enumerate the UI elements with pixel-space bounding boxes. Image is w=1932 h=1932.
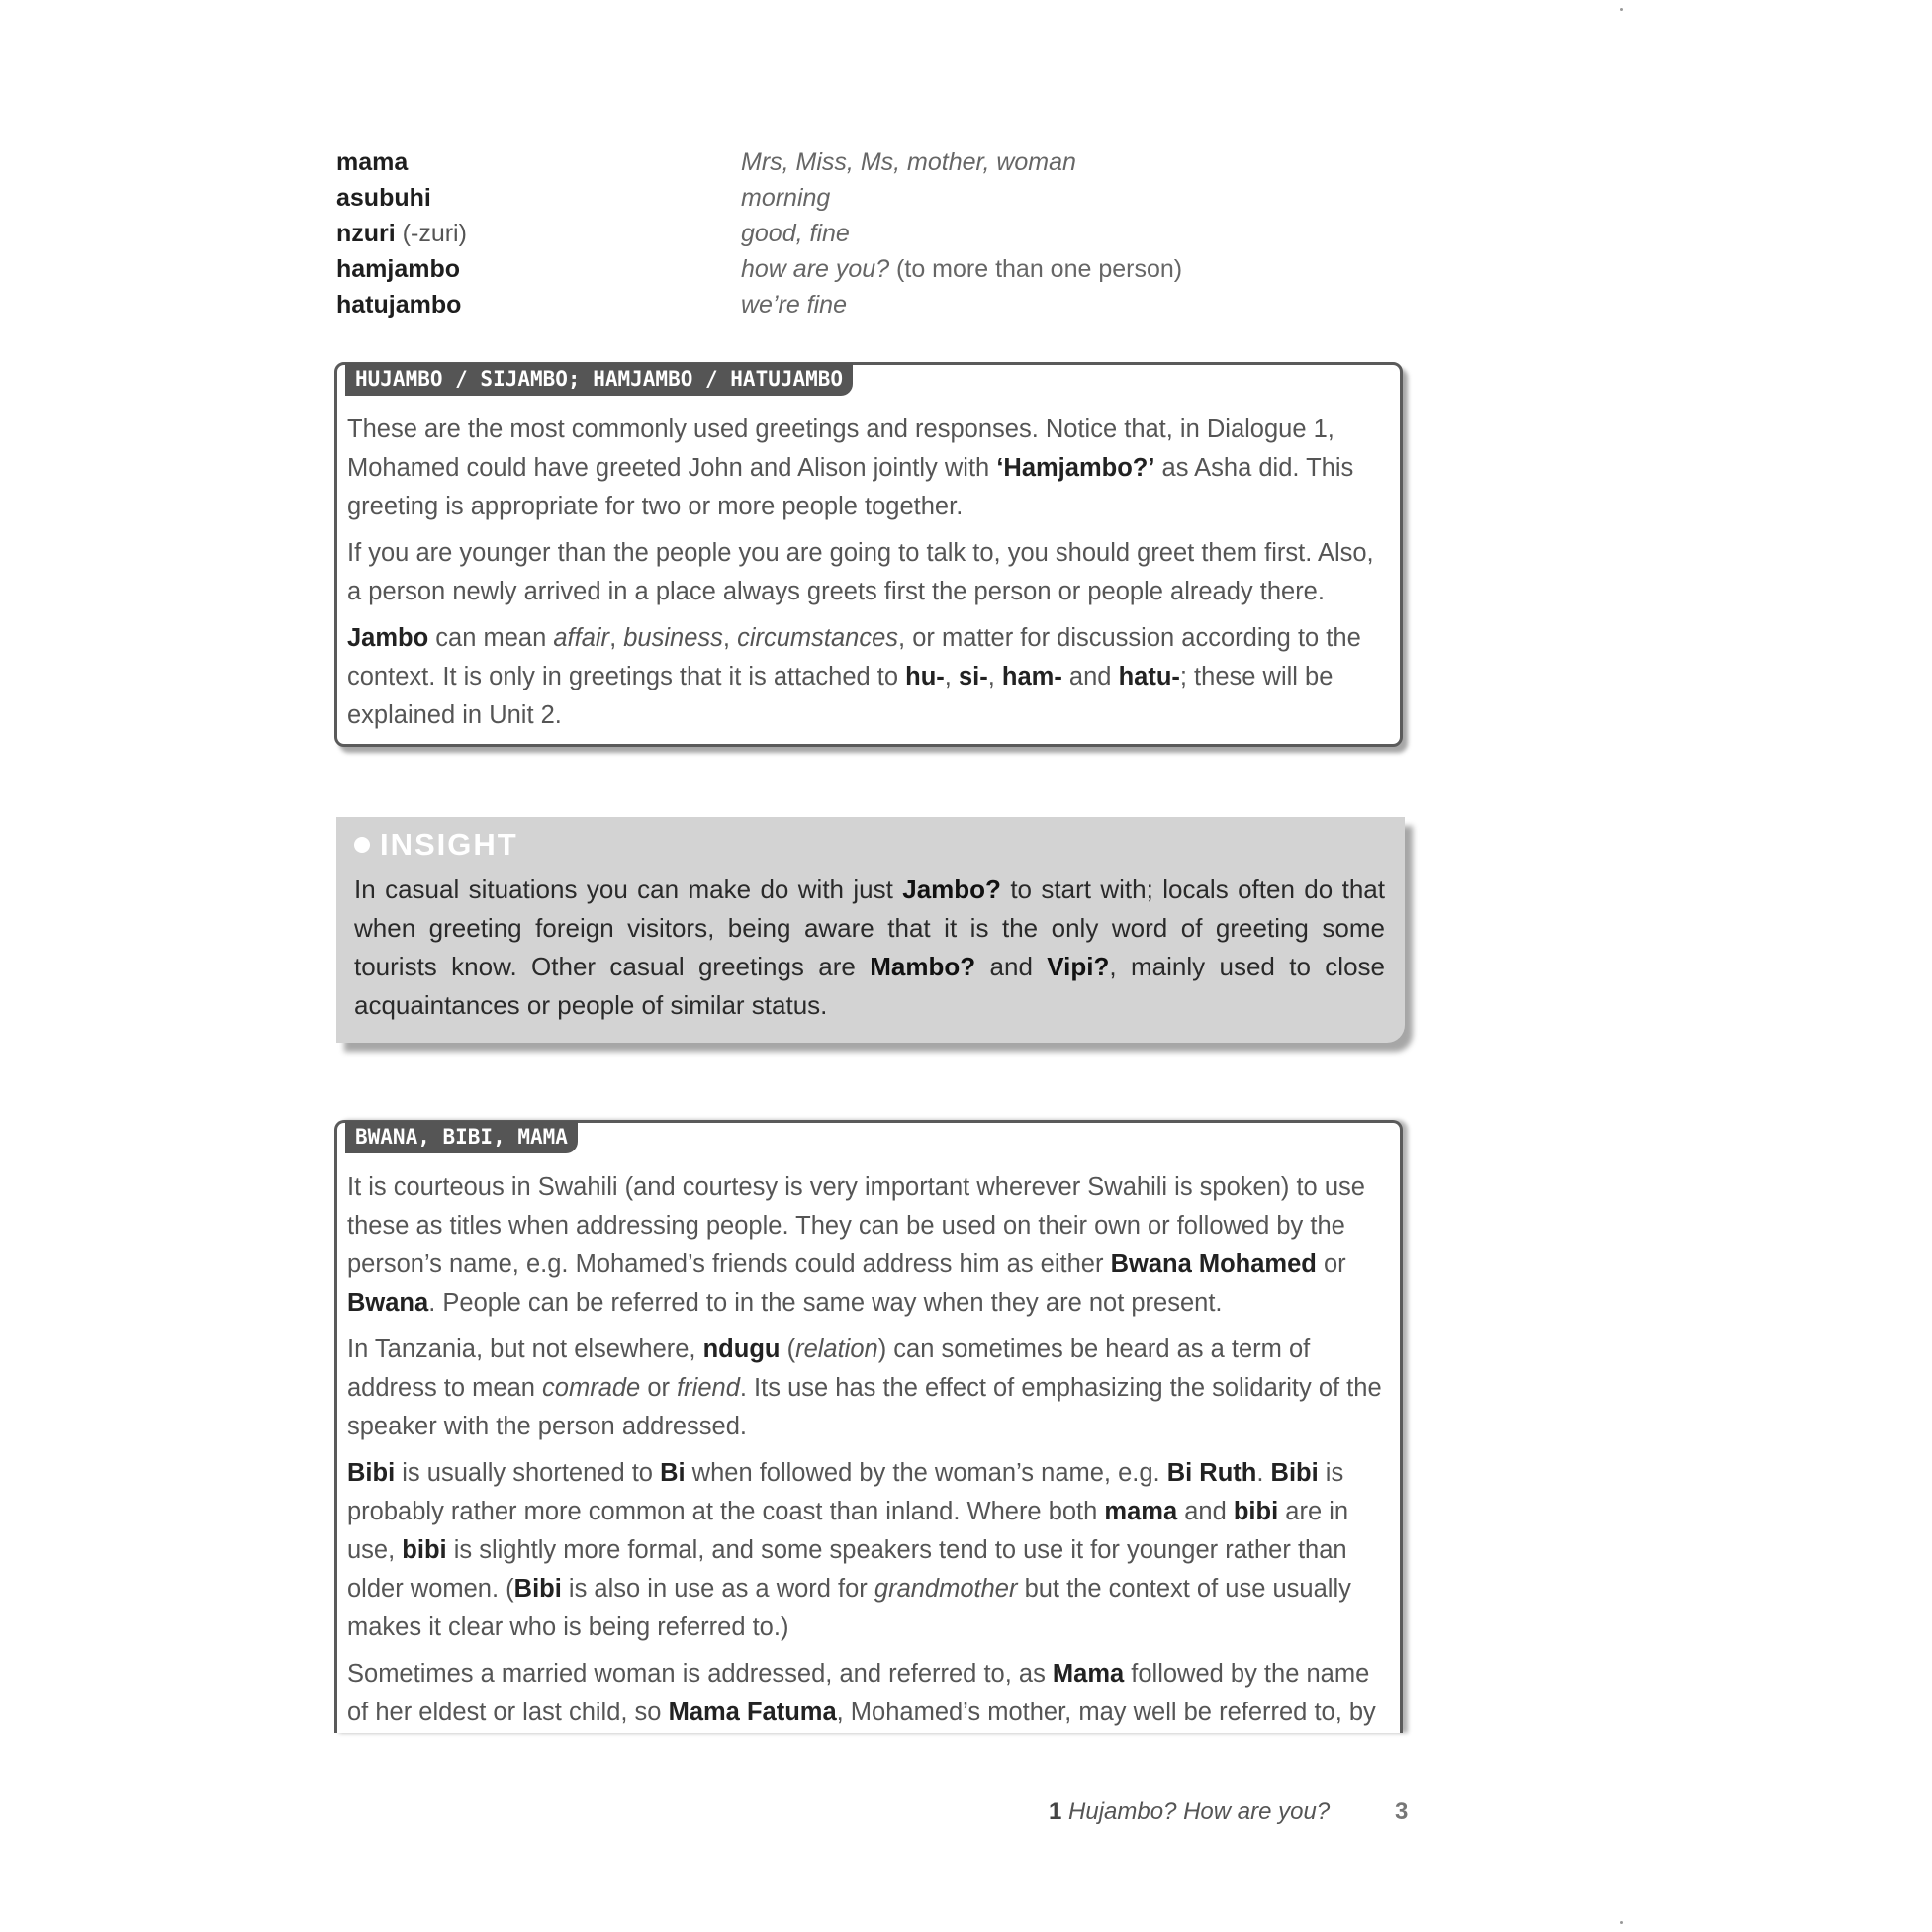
unit-number: 1 [1049,1798,1062,1825]
box-label: BWANA, BIBI, MAMA [345,1121,578,1153]
vocab-row [336,216,1425,251]
vocab-row [336,180,1425,216]
note-paragraph: Bibi is usually shortened to Bi when followed by the woman’s name, e.g. Bi Ruth. Bibi is probably rather more common at the coast than inland. Where both mama and bibi are in use, bibi is slightly more formal, and some speakers tend to use it for younger rather than older women. (Bibi is also in use as a word for grandmother but the context of use usually makes it clear who is being referred to.) [347,1459,1351,1641]
vocab-term-extra: (-zuri) [395,219,467,247]
bullet-icon [354,837,370,853]
greetings-note-box [334,362,1403,747]
page-number: 3 [1395,1798,1409,1825]
vocab-gloss: Mrs, Miss, Ms, mother, woman [741,147,1076,176]
vocab-term: nzuri [336,219,396,247]
vocab-term: mama [336,147,409,176]
vocab-term: asubuhi [336,183,431,212]
note-paragraph: It is courteous in Swahili (and courtesy is very important wherever Swahili is spoken) to use these as titles when addressing people. They can be used on their own or followed by the person’s name, e.g. Mohamed’s friends could address him as either Bwana Mohamed or Bwana. People can be referred to in the same way when they are not present. [347,1173,1365,1317]
vocab-term: hatujambo [336,290,462,319]
note-paragraph: Sometimes a married woman is addressed, and referred to, as Mama followed by the name of her eldest or last child, so Mama Fatuma, Mohamed’s mother, may well be referred to, by [347,1660,1376,1726]
insight-box [336,817,1405,1043]
box-label: HUJAMBO / SIJAMBO; HAMJAMBO / HATUJAMBO [345,363,853,396]
vocab-term: hamjambo [336,254,461,283]
vocab-row [336,287,1425,322]
crop-mark [1620,8,1623,11]
vocab-gloss: we’re fine [741,290,847,319]
vocab-row [336,144,1425,180]
titles-note-box [334,1120,1403,1733]
vocab-gloss: how are you? [741,254,890,283]
crop-mark [1620,1921,1623,1924]
insight-text: In casual situations you can make do with just Jambo? to start with; locals often do that when greeting foreign visitors, being aware that it is the only word of greeting some tourists know. Other casual greetings are Mambo? and Vipi?, mainly used to close acquaintances or people of similar status. [354,874,1386,1020]
vocab-row [336,251,1425,287]
vocab-gloss: morning [741,183,831,212]
note-paragraph: Jambo can mean affair, business, circumstances, or matter for discussion according to the context. It is only in greetings that it is attached to hu-, si-, ham- and hatu-; these will be explained in Unit 2. [347,624,1361,729]
vocab-gloss: good, fine [741,219,850,247]
vocab-gloss-note: (to more than one person) [889,254,1183,283]
note-paragraph: These are the most commonly used greetings and responses. Notice that, in Dialogue 1, Mohamed could have greeted John and Alison jointly with ‘Hamjambo?’ as Asha did. This greeting is appropriate for two or more people together. [347,415,1354,520]
note-paragraph: In Tanzania, but not elsewhere, ndugu (relation) can sometimes be heard as a term of address to mean comrade or friend. Its use has the effect of emphasizing the solidarity of the speaker with the person addressed. [347,1335,1382,1440]
unit-title: Hujambo? How are you? [1068,1798,1331,1825]
vocabulary-list [336,144,1425,322]
insight-title: INSIGHT [354,825,1385,865]
running-footer [1049,1798,1330,1826]
note-paragraph: If you are younger than the people you are going to talk to, you should greet them first. Also, a person newly arrived in a place always greets first the person or people already there. [347,539,1374,605]
